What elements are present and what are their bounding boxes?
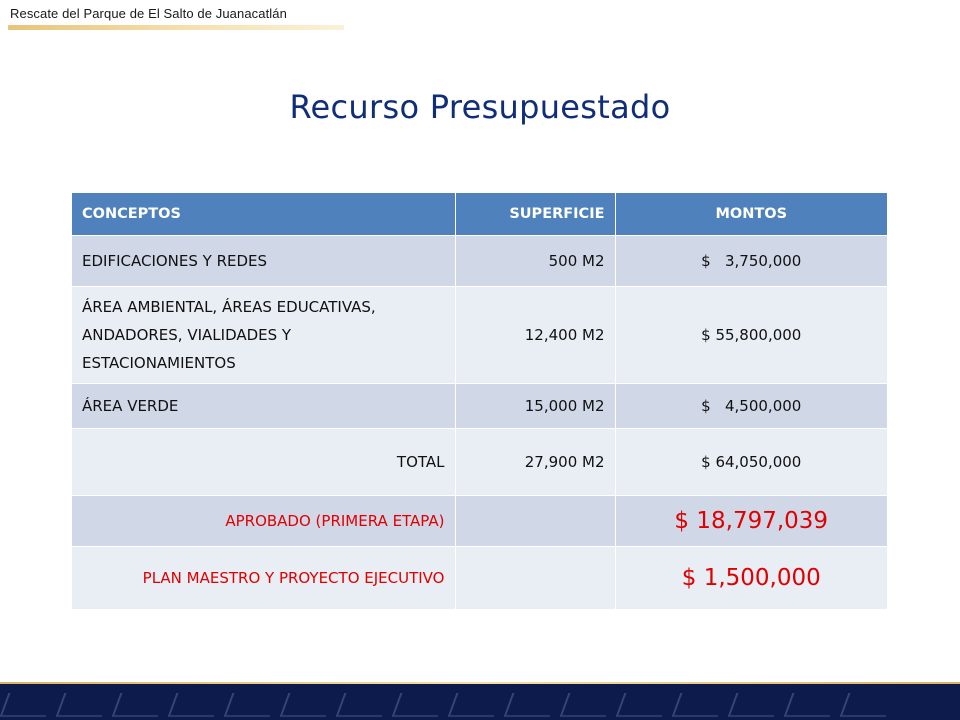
row-area: 500 M2	[455, 236, 615, 287]
column-header-superficie: SUPERFICIE	[455, 193, 615, 236]
row-amount-value: $ 3,750,000	[701, 252, 802, 270]
row-concept: ÁREA VERDE	[72, 384, 455, 429]
row-concept: APROBADO (PRIMERA ETAPA)	[72, 496, 455, 547]
slide-title: Recurso Presupuestado	[289, 88, 671, 126]
column-header-montos: MONTOS	[615, 193, 887, 236]
table-row	[72, 236, 887, 287]
budget-table	[72, 193, 887, 609]
row-concept: TOTAL	[72, 429, 455, 496]
column-header-concepts: CONCEPTOS	[72, 193, 455, 236]
table-row-approved	[72, 496, 887, 547]
presentation-header-label: Rescate del Parque de El Salto de Juanacatlán	[10, 6, 287, 21]
row-area: 27,900 M2	[455, 429, 615, 496]
row-concept: EDIFICACIONES Y REDES	[72, 236, 455, 287]
row-concept: PLAN MAESTRO Y PROYECTO EJECUTIVO	[72, 547, 455, 609]
row-amount	[615, 287, 887, 384]
row-area	[455, 547, 615, 609]
row-amount-value: $ 18,797,039	[674, 508, 829, 534]
row-amount-value: $ 1,500,000	[681, 564, 821, 591]
row-amount-value: $ 55,800,000	[701, 326, 802, 344]
row-amount	[615, 547, 887, 609]
row-amount	[615, 496, 887, 547]
table-row-total	[72, 429, 887, 496]
row-amount	[615, 236, 887, 287]
table-row-plan	[72, 547, 887, 609]
table-header-row	[72, 193, 887, 236]
row-amount	[615, 429, 887, 496]
row-amount-value: $ 4,500,000	[701, 397, 802, 415]
row-concept: ÁREA AMBIENTAL, ÁREAS EDUCATIVAS, ANDADORES, VIALIDADES Y ESTACIONAMIENTOS	[72, 287, 455, 384]
row-area	[455, 496, 615, 547]
row-area: 15,000 M2	[455, 384, 615, 429]
table-row	[72, 287, 887, 384]
row-amount-value: $ 64,050,000	[701, 453, 802, 471]
row-amount	[615, 384, 887, 429]
footer-decorative-pattern	[0, 690, 960, 720]
row-area: 12,400 M2	[455, 287, 615, 384]
table-row	[72, 384, 887, 429]
header-accent-underline	[8, 25, 344, 30]
